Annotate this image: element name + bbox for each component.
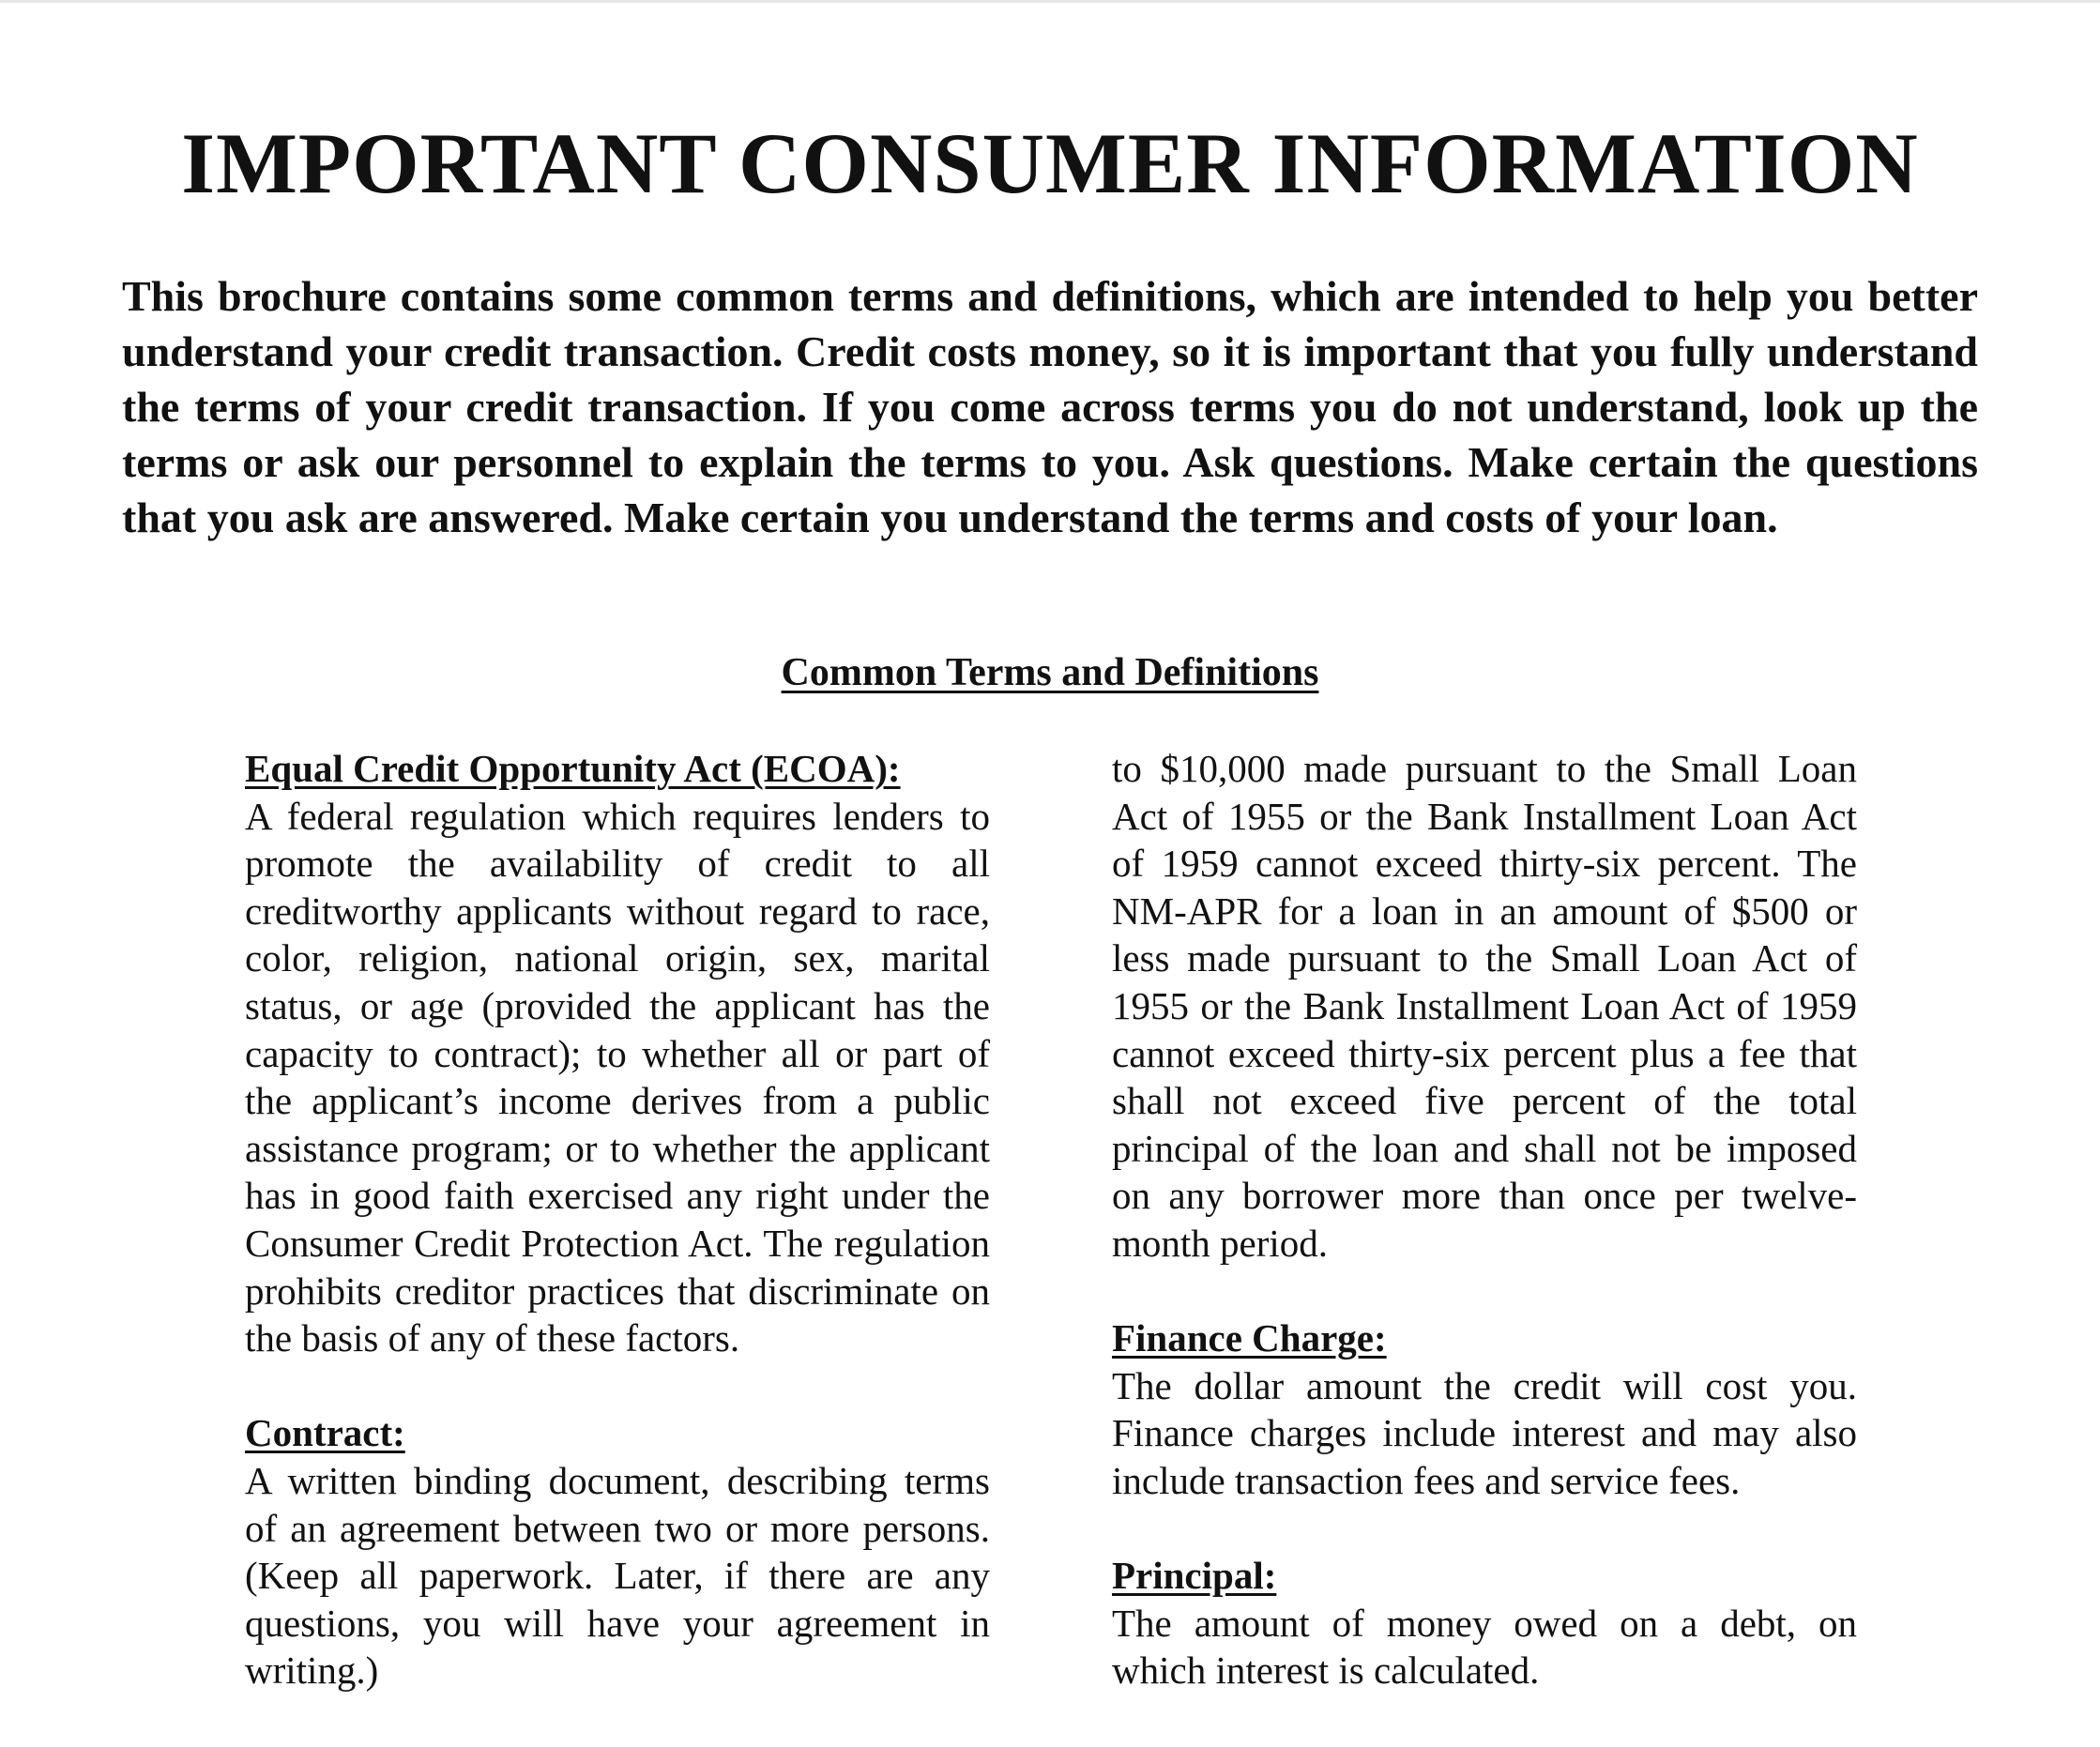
term-title: Finance Charge: (1112, 1316, 1387, 1360)
intro-paragraph: This brochure contains some common terms and definitions, which are intended to help you better understand your credit transaction. Credit costs money, so it is important that you fully understand the terms of your credit transaction. If you come across terms you do not understand, look up the terms or ask our personnel to explain the terms to you. Ask questions. Make certain the questions that you ask are answered. Make certain you understand the terms and costs of your loan. (122, 272, 1978, 541)
term-principal (1112, 1552, 1857, 1694)
section-heading: Common Terms and Definitions (781, 651, 1319, 694)
term-definition: The amount of money owed on a debt, on which interest is calculated. (1112, 1601, 1857, 1693)
term-finance-charge (1112, 1314, 1857, 1504)
continued-definition: to $10,000 made pursuant to the Small Loan Act of 1955 or the Bank Installment Loan Act of 1959 cannot exceed thirty-six percent. The NM-APR for a loan in an amount of $500 or less made pursuant to the Small Loan Act of 1955 or the Bank Installment Loan Act of 1959 cannot exceed thirty-six percent plus a fee that shall not exceed five percent of the total principal of the loan and shall not be imposed on any borrower more than once per twelve-month period. (1112, 747, 1857, 1265)
left-column (245, 745, 990, 1741)
term-continued (1112, 745, 1857, 1268)
term-title: Contract: (245, 1411, 405, 1455)
term-definition: The dollar amount the credit will cost you. Finance charges include interest and may also include transaction fees and service fees. (1112, 1363, 1857, 1502)
term-title: Equal Credit Opportunity Act (ECOA): (245, 747, 901, 790)
term-ecoa (245, 745, 990, 1362)
term-definition: A federal regulation which requires lenders to promote the availability of credit to all creditworthy applicants without regard to race, color, religion, national origin, sex, marital status, or age (provided the applicant has the capacity to contract); to whether all or part of the applicant’s income derives from a public assistance program; or to whether the applicant has in good faith exercised any right under the Consumer Credit Protection Act. The regulation prohibits creditor practices that discriminate on the basis of any of these factors. (245, 794, 990, 1360)
term-contract (245, 1409, 990, 1694)
term-definition: A written binding document, describing terms of an agreement between two or more persons. (Keep all paperwork. Later, if there are any questions, you will have your agreement in writing.) (245, 1458, 990, 1693)
document-title: IMPORTANT CONSUMER INFORMATION (181, 115, 1919, 211)
right-column (1112, 745, 1857, 1741)
page-top-border (0, 0, 2100, 3)
term-title: Principal: (1112, 1554, 1277, 1598)
